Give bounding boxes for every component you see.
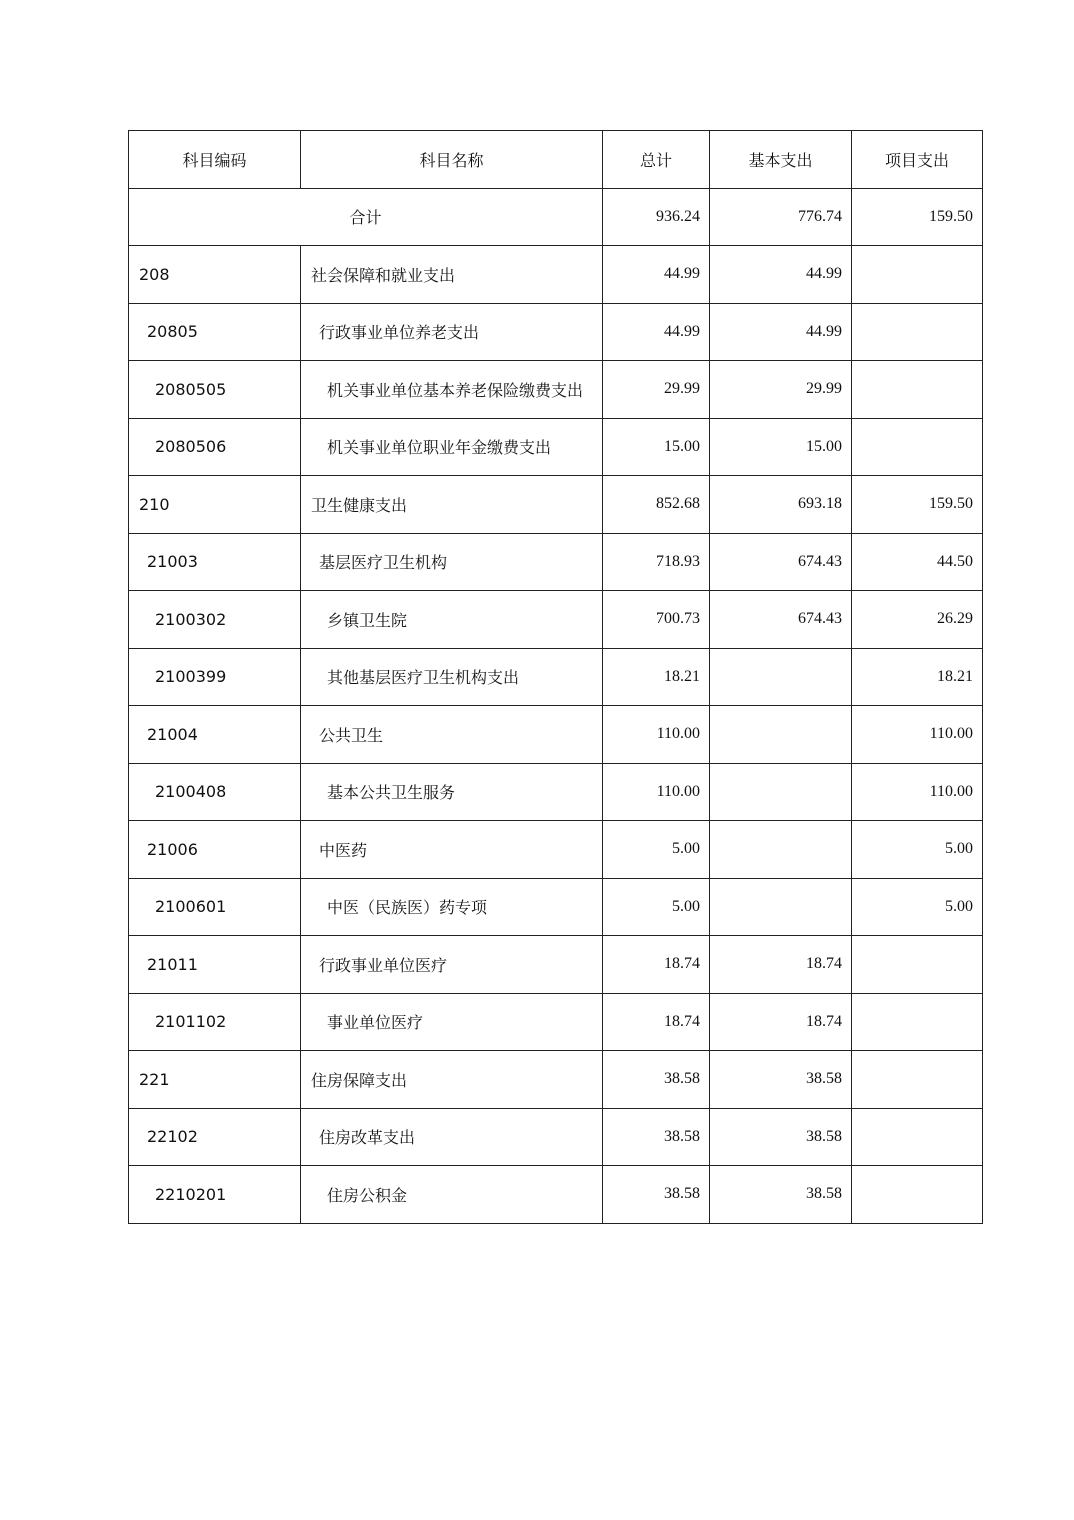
table-row: [129, 418, 983, 476]
table-row: [129, 476, 983, 534]
row-project-cell: [852, 1108, 983, 1166]
row-code-cell: 21011: [129, 936, 301, 994]
row-project-cell: 159.50: [852, 476, 983, 534]
row-total-cell: 18.74: [603, 993, 710, 1051]
row-code-cell: 2101102: [129, 993, 301, 1051]
row-basic-cell: 38.58: [710, 1051, 852, 1109]
row-name-cell: 其他基层医疗卫生机构支出: [301, 648, 603, 706]
total-label: 合计: [129, 188, 603, 246]
row-code-cell: 2100302: [129, 591, 301, 649]
row-code-cell: 2210201: [129, 1166, 301, 1224]
total-total: 936.24: [603, 188, 710, 246]
row-code-cell: 2080506: [129, 418, 301, 476]
row-code-cell: 21003: [129, 533, 301, 591]
row-basic-cell: [710, 648, 852, 706]
row-name-cell: 中医药: [301, 821, 603, 879]
row-basic-cell: 38.58: [710, 1166, 852, 1224]
table-row: [129, 246, 983, 304]
row-project-cell: 5.00: [852, 821, 983, 879]
table-row: [129, 821, 983, 879]
row-project-cell: 44.50: [852, 533, 983, 591]
row-name-cell: 行政事业单位养老支出: [301, 303, 603, 361]
table-row: [129, 706, 983, 764]
row-project-cell: 5.00: [852, 878, 983, 936]
row-project-cell: 18.21: [852, 648, 983, 706]
row-code-cell: 210: [129, 476, 301, 534]
row-basic-cell: 44.99: [710, 303, 852, 361]
row-total-cell: 38.58: [603, 1051, 710, 1109]
row-total-cell: 44.99: [603, 303, 710, 361]
row-basic-cell: 674.43: [710, 533, 852, 591]
row-total-cell: 5.00: [603, 821, 710, 879]
row-basic-cell: 29.99: [710, 361, 852, 419]
table-row: [129, 936, 983, 994]
row-name-cell: 机关事业单位基本养老保险缴费支出: [301, 361, 603, 419]
total-basic: 776.74: [710, 188, 852, 246]
header-total: 总计: [603, 131, 710, 189]
table-row: [129, 1108, 983, 1166]
total-row: [129, 188, 983, 246]
row-code-cell: 208: [129, 246, 301, 304]
header-project: 项目支出: [852, 131, 983, 189]
table-row: [129, 591, 983, 649]
row-total-cell: 5.00: [603, 878, 710, 936]
row-basic-cell: [710, 821, 852, 879]
row-basic-cell: 38.58: [710, 1108, 852, 1166]
row-code-cell: 2100408: [129, 763, 301, 821]
row-name-cell: 事业单位医疗: [301, 993, 603, 1051]
table-row: [129, 303, 983, 361]
row-code-cell: 2100399: [129, 648, 301, 706]
row-name-cell: 住房改革支出: [301, 1108, 603, 1166]
row-basic-cell: 18.74: [710, 936, 852, 994]
row-project-cell: [852, 936, 983, 994]
total-project: 159.50: [852, 188, 983, 246]
row-code-cell: 21004: [129, 706, 301, 764]
row-basic-cell: [710, 878, 852, 936]
row-name-cell: 机关事业单位职业年金缴费支出: [301, 418, 603, 476]
row-basic-cell: [710, 706, 852, 764]
row-name-cell: 社会保障和就业支出: [301, 246, 603, 304]
row-basic-cell: 674.43: [710, 591, 852, 649]
row-project-cell: [852, 361, 983, 419]
row-basic-cell: 44.99: [710, 246, 852, 304]
table-row: [129, 878, 983, 936]
row-basic-cell: 15.00: [710, 418, 852, 476]
row-name-cell: 基本公共卫生服务: [301, 763, 603, 821]
table-row: [129, 533, 983, 591]
budget-table: [128, 130, 983, 1224]
row-total-cell: 700.73: [603, 591, 710, 649]
row-total-cell: 718.93: [603, 533, 710, 591]
row-basic-cell: [710, 763, 852, 821]
row-code-cell: 2080505: [129, 361, 301, 419]
header-code: 科目编码: [129, 131, 301, 189]
table-row: [129, 361, 983, 419]
row-total-cell: 44.99: [603, 246, 710, 304]
row-name-cell: 乡镇卫生院: [301, 591, 603, 649]
row-code-cell: 21006: [129, 821, 301, 879]
row-project-cell: 26.29: [852, 591, 983, 649]
row-project-cell: [852, 246, 983, 304]
row-total-cell: 110.00: [603, 706, 710, 764]
row-code-cell: 22102: [129, 1108, 301, 1166]
row-project-cell: [852, 303, 983, 361]
row-total-cell: 852.68: [603, 476, 710, 534]
row-total-cell: 15.00: [603, 418, 710, 476]
row-total-cell: 110.00: [603, 763, 710, 821]
row-name-cell: 住房公积金: [301, 1166, 603, 1224]
row-name-cell: 行政事业单位医疗: [301, 936, 603, 994]
header-name: 科目名称: [301, 131, 603, 189]
row-project-cell: 110.00: [852, 763, 983, 821]
table-row: [129, 763, 983, 821]
row-total-cell: 38.58: [603, 1166, 710, 1224]
row-code-cell: 20805: [129, 303, 301, 361]
row-total-cell: 29.99: [603, 361, 710, 419]
row-code-cell: 221: [129, 1051, 301, 1109]
row-name-cell: 卫生健康支出: [301, 476, 603, 534]
row-project-cell: [852, 993, 983, 1051]
table-row: [129, 993, 983, 1051]
row-name-cell: 中医（民族医）药专项: [301, 878, 603, 936]
row-name-cell: 基层医疗卫生机构: [301, 533, 603, 591]
row-name-cell: 公共卫生: [301, 706, 603, 764]
row-project-cell: [852, 1166, 983, 1224]
row-project-cell: 110.00: [852, 706, 983, 764]
table-row: [129, 1166, 983, 1224]
header-row: [129, 131, 983, 189]
row-code-cell: 2100601: [129, 878, 301, 936]
row-basic-cell: 693.18: [710, 476, 852, 534]
row-total-cell: 18.21: [603, 648, 710, 706]
table-row: [129, 648, 983, 706]
row-project-cell: [852, 1051, 983, 1109]
row-basic-cell: 18.74: [710, 993, 852, 1051]
row-name-cell: 住房保障支出: [301, 1051, 603, 1109]
row-total-cell: 38.58: [603, 1108, 710, 1166]
header-basic: 基本支出: [710, 131, 852, 189]
table-row: [129, 1051, 983, 1109]
row-project-cell: [852, 418, 983, 476]
row-total-cell: 18.74: [603, 936, 710, 994]
